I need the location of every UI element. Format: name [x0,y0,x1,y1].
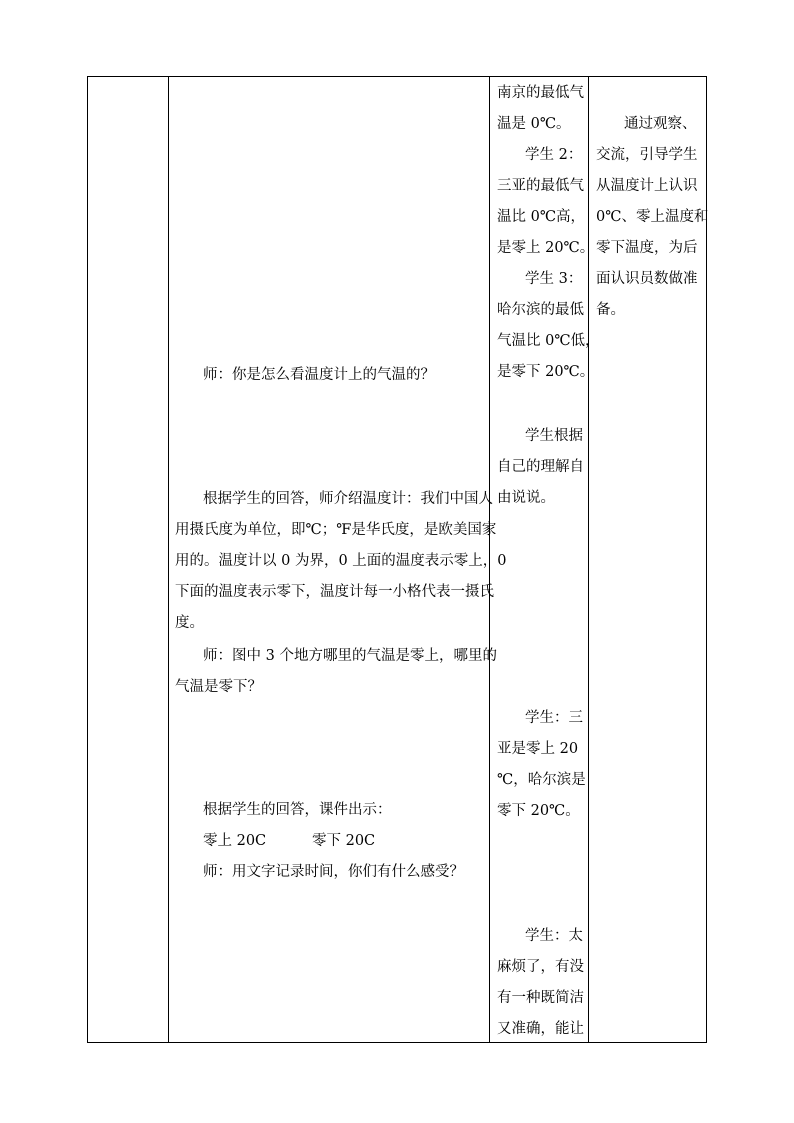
teacher-intro-line-4: 下面的温度表示零下，温度计每一小格代表一摄氏 [175,584,494,600]
teacher-question-1: 师：你是怎么看温度计上的气温的？ [203,367,435,383]
student-answer-line-1: 学生：三 [525,710,583,726]
intent-line-7: 备。 [596,302,625,318]
teacher-intro-line-1: 根据学生的回答，师介绍温度计：我们中国人 [203,491,493,507]
intent-line-5: 零下温度，为后 [596,240,698,256]
student-free-line-2: 自己的理解自 [497,459,584,475]
teacher-question-2-line-1: 师：图中 3 个地方哪里的气温是零上，哪里的 [203,648,497,664]
student-2-line-2: 温比 0℃高， [497,209,586,225]
student-2-line-3: 是零上 20℃。 [497,240,595,256]
intent-line-4: 0℃、零上温度和 [596,209,709,225]
above-zero-label: 零上 20C [203,833,267,849]
student-3-line-2: 气温比 0℃低， [497,333,600,349]
student-2-line-1: 三亚的最低气 [497,178,584,194]
teacher-intro-line-3: 用的。温度计以 0 为界，0 上面的温度表示零上，0 [175,553,507,569]
student-free-line-1: 学生根据 [525,428,583,444]
table-top-border [87,76,707,77]
student-3-line-3: 是零下 20℃。 [497,364,595,380]
student-answer-line-4: 零下 20℃。 [497,803,580,819]
intent-line-3: 从温度计上认识 [596,178,698,194]
student-answer-line-2: 亚是零上 20 [497,741,579,757]
student-feel-line-4: 又准确，能让 [497,1021,584,1037]
student-free-line-3: 由说说。 [497,490,555,506]
table-divider-1 [168,76,169,1043]
student-2-label: 学生 2： [525,147,583,163]
student-feel-line-2: 麻烦了，有没 [497,959,584,975]
courseware-intro: 根据学生的回答，课件出示： [203,802,392,818]
teacher-question-2-line-2: 气温是零下？ [175,679,262,695]
intent-line-2: 交流，引导学生 [596,147,698,163]
teacher-intro-line-2: 用摄氏度为单位，即℃；℉是华氏度，是欧美国家 [175,522,497,538]
student-answer-line-3: ℃，哈尔滨是 [497,772,586,788]
student-3-label: 学生 3： [525,271,583,287]
table-bottom-border [87,1042,707,1043]
teacher-question-3: 师：用文字记录时间，你们有什么感受？ [203,864,464,880]
student-1-line-1: 南京的最低气 [497,85,584,101]
table-border-left [87,76,88,1043]
intent-line-1: 通过观察、 [624,116,697,132]
student-feel-line-1: 学生：太 [525,928,583,944]
table-divider-3 [588,76,589,1043]
student-1-line-2: 温是 0℃。 [497,116,571,132]
intent-line-6: 面认识员数做准 [596,271,698,287]
teacher-intro-line-5: 度。 [175,615,204,631]
below-zero-label: 零下 20C [312,833,376,849]
student-feel-line-3: 有一种既简洁 [497,990,584,1006]
student-3-line-1: 哈尔滨的最低 [497,302,584,318]
